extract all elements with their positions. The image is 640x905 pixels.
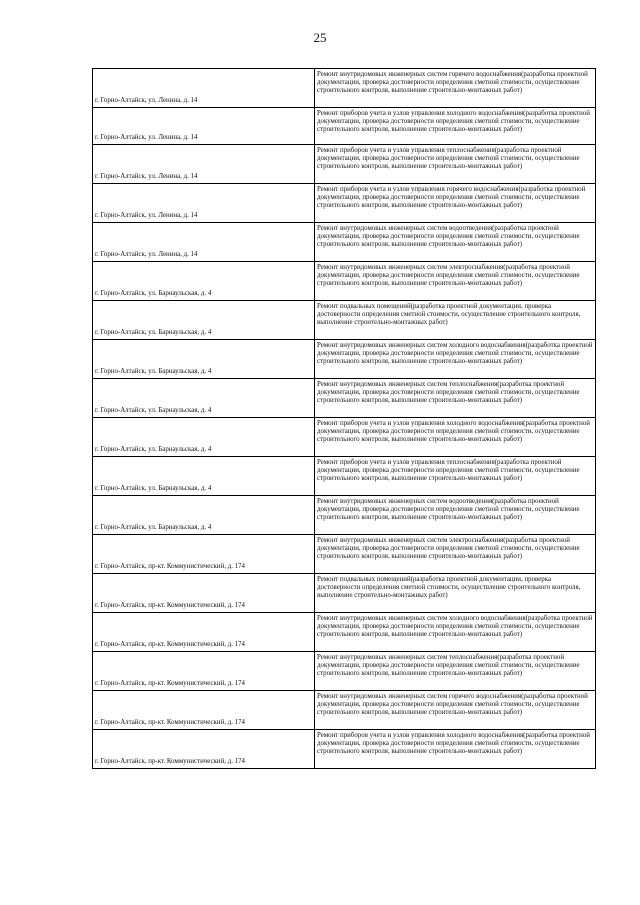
address-cell: г. Горно-Алтайск, ул. Барнаульская, д. 4 xyxy=(93,418,315,457)
page-number: 25 xyxy=(313,30,327,45)
address-cell: г. Горно-Алтайск, ул. Барнаульская, д. 4 xyxy=(93,301,315,340)
work-description-cell: Ремонт внутридомовых инженерных систем горячего водоснабжения(разработка проектной документации, проверка достоверности определения сметной стоимости, осуществление строительного контроля, выполнение строительно-монтажных работ) xyxy=(315,691,596,730)
work-description-cell: Ремонт приборов учета и узлов управления холодного водоснабжения(разработка проектной документации, проверка достоверности определения сметной стоимости, осуществление строительного контроля, выполнение строительно-монтажных работ) xyxy=(315,730,596,769)
works-table xyxy=(92,68,596,769)
table-row xyxy=(93,379,596,418)
address-cell: г. Горно-Алтайск, ул. Барнаульская, д. 4 xyxy=(93,340,315,379)
address-cell: г. Горно-Алтайск, ул. Ленина, д. 14 xyxy=(93,145,315,184)
table-row xyxy=(93,145,596,184)
table-row xyxy=(93,301,596,340)
work-description-cell: Ремонт подвальных помещений(разработка проектной документации, проверка достоверности определения сметной стоимости, осуществление строительного контроля, выполнение строительно-монтажных работ) xyxy=(315,574,596,613)
address-cell: г. Горно-Алтайск, пр-кт. Коммунистический, д. 174 xyxy=(93,652,315,691)
address-cell: г. Горно-Алтайск, ул. Барнаульская, д. 4 xyxy=(93,379,315,418)
address-cell: г. Горно-Алтайск, пр-кт. Коммунистический, д. 174 xyxy=(93,730,315,769)
address-cell: г. Горно-Алтайск, пр-кт. Коммунистический, д. 174 xyxy=(93,691,315,730)
table-row xyxy=(93,108,596,145)
table-row xyxy=(93,574,596,613)
work-description-cell: Ремонт приборов учета и узлов управления теплоснабжения(разработка проектной документации, проверка достоверности определения сметной стоимости, осуществление строительного контроля, выполнение строительно-монтажных работ) xyxy=(315,457,596,496)
address-cell: г. Горно-Алтайск, пр-кт. Коммунистический, д. 174 xyxy=(93,535,315,574)
address-cell: г. Горно-Алтайск, ул. Барнаульская, д. 4 xyxy=(93,496,315,535)
address-cell: г. Горно-Алтайск, ул. Барнаульская, д. 4 xyxy=(93,262,315,301)
work-description-cell: Ремонт внутридомовых инженерных систем электроснабжения(разработка проектной документации, проверка достоверности определения сметной стоимости, осуществление строительного контроля, выполнение строительно-монтажных работ) xyxy=(315,535,596,574)
work-description-cell: Ремонт внутридомовых инженерных систем горячего водоснабжения(разработка проектной документации, проверка достоверности определения сметной стоимости, осуществление строительного контроля, выполнение строительно-монтажных работ) xyxy=(315,69,596,108)
table-row xyxy=(93,652,596,691)
work-description-cell: Ремонт внутридомовых инженерных систем теплоснабжения(разработка проектной документации, проверка достоверности определения сметной стоимости, осуществление строительного контроля, выполнение строительно-монтажных работ) xyxy=(315,379,596,418)
work-description-cell: Ремонт приборов учета и узлов управления холодного водоснабжения(разработка проектной документации, проверка достоверности определения сметной стоимости, осуществление строительного контроля, выполнение строительно-монтажных работ) xyxy=(315,108,596,145)
work-description-cell: Ремонт внутридомовых инженерных систем холодного водоснабжения(разработка проектной документации, проверка достоверности определения сметной стоимости, осуществление строительного контроля, выполнение строительно-монтажных работ) xyxy=(315,340,596,379)
work-description-cell: Ремонт приборов учета и узлов управления холодного водоснабжения(разработка проектной документации, проверка достоверности определения сметной стоимости, осуществление строительного контроля, выполнение строительно-монтажных работ) xyxy=(315,418,596,457)
work-description-cell: Ремонт внутридомовых инженерных систем водоотведения(разработка проектной документации, проверка достоверности определения сметной стоимости, осуществление строительного контроля, выполнение строительно-монтажных работ) xyxy=(315,223,596,262)
address-cell: г. Горно-Алтайск, ул. Ленина, д. 14 xyxy=(93,223,315,262)
address-cell: г. Горно-Алтайск, пр-кт. Коммунистический, д. 174 xyxy=(93,574,315,613)
table-row xyxy=(93,262,596,301)
table-row xyxy=(93,340,596,379)
work-description-cell: Ремонт подвальных помещений(разработка проектной документации, проверка достоверности определения сметной стоимости, осуществление строительного контроля, выполнение строительно-монтажных работ) xyxy=(315,301,596,340)
address-cell: г. Горно-Алтайск, ул. Ленина, д. 14 xyxy=(93,108,315,145)
table-row xyxy=(93,418,596,457)
work-description-cell: Ремонт приборов учета и узлов управления теплоснабжения(разработка проектной документации, проверка достоверности определения сметной стоимости, осуществление строительного контроля, выполнение строительно-монтажных работ) xyxy=(315,145,596,184)
table-row xyxy=(93,184,596,223)
table-row xyxy=(93,730,596,769)
work-description-cell: Ремонт внутридомовых инженерных систем водоотведения(разработка проектной документации, проверка достоверности определения сметной стоимости, осуществление строительного контроля, выполнение строительно-монтажных работ) xyxy=(315,496,596,535)
work-description-cell: Ремонт внутридомовых инженерных систем электроснабжения(разработка проектной документации, проверка достоверности определения сметной стоимости, осуществление строительного контроля, выполнение строительно-монтажных работ) xyxy=(315,262,596,301)
address-cell: г. Горно-Алтайск, ул. Барнаульская, д. 4 xyxy=(93,457,315,496)
work-description-cell: Ремонт приборов учета и узлов управления горячего водоснабжения(разработка проектной документации, проверка достоверности определения сметной стоимости, осуществление строительного контроля, выполнение строительно-монтажных работ) xyxy=(315,184,596,223)
address-cell: г. Горно-Алтайск, ул. Ленина, д. 14 xyxy=(93,69,315,108)
table-row xyxy=(93,457,596,496)
table-row xyxy=(93,535,596,574)
address-cell: г. Горно-Алтайск, пр-кт. Коммунистический, д. 174 xyxy=(93,613,315,652)
table-row xyxy=(93,69,596,108)
address-cell: г. Горно-Алтайск, ул. Ленина, д. 14 xyxy=(93,184,315,223)
work-description-cell: Ремонт внутридомовых инженерных систем холодного водоснабжения(разработка проектной документации, проверка достоверности определения сметной стоимости, осуществление строительного контроля, выполнение строительно-монтажных работ) xyxy=(315,613,596,652)
work-description-cell: Ремонт внутридомовых инженерных систем теплоснабжения(разработка проектной документации, проверка достоверности определения сметной стоимости, осуществление строительного контроля, выполнение строительно-монтажных работ) xyxy=(315,652,596,691)
table-row xyxy=(93,223,596,262)
table-row xyxy=(93,691,596,730)
table-row xyxy=(93,496,596,535)
table-row xyxy=(93,613,596,652)
